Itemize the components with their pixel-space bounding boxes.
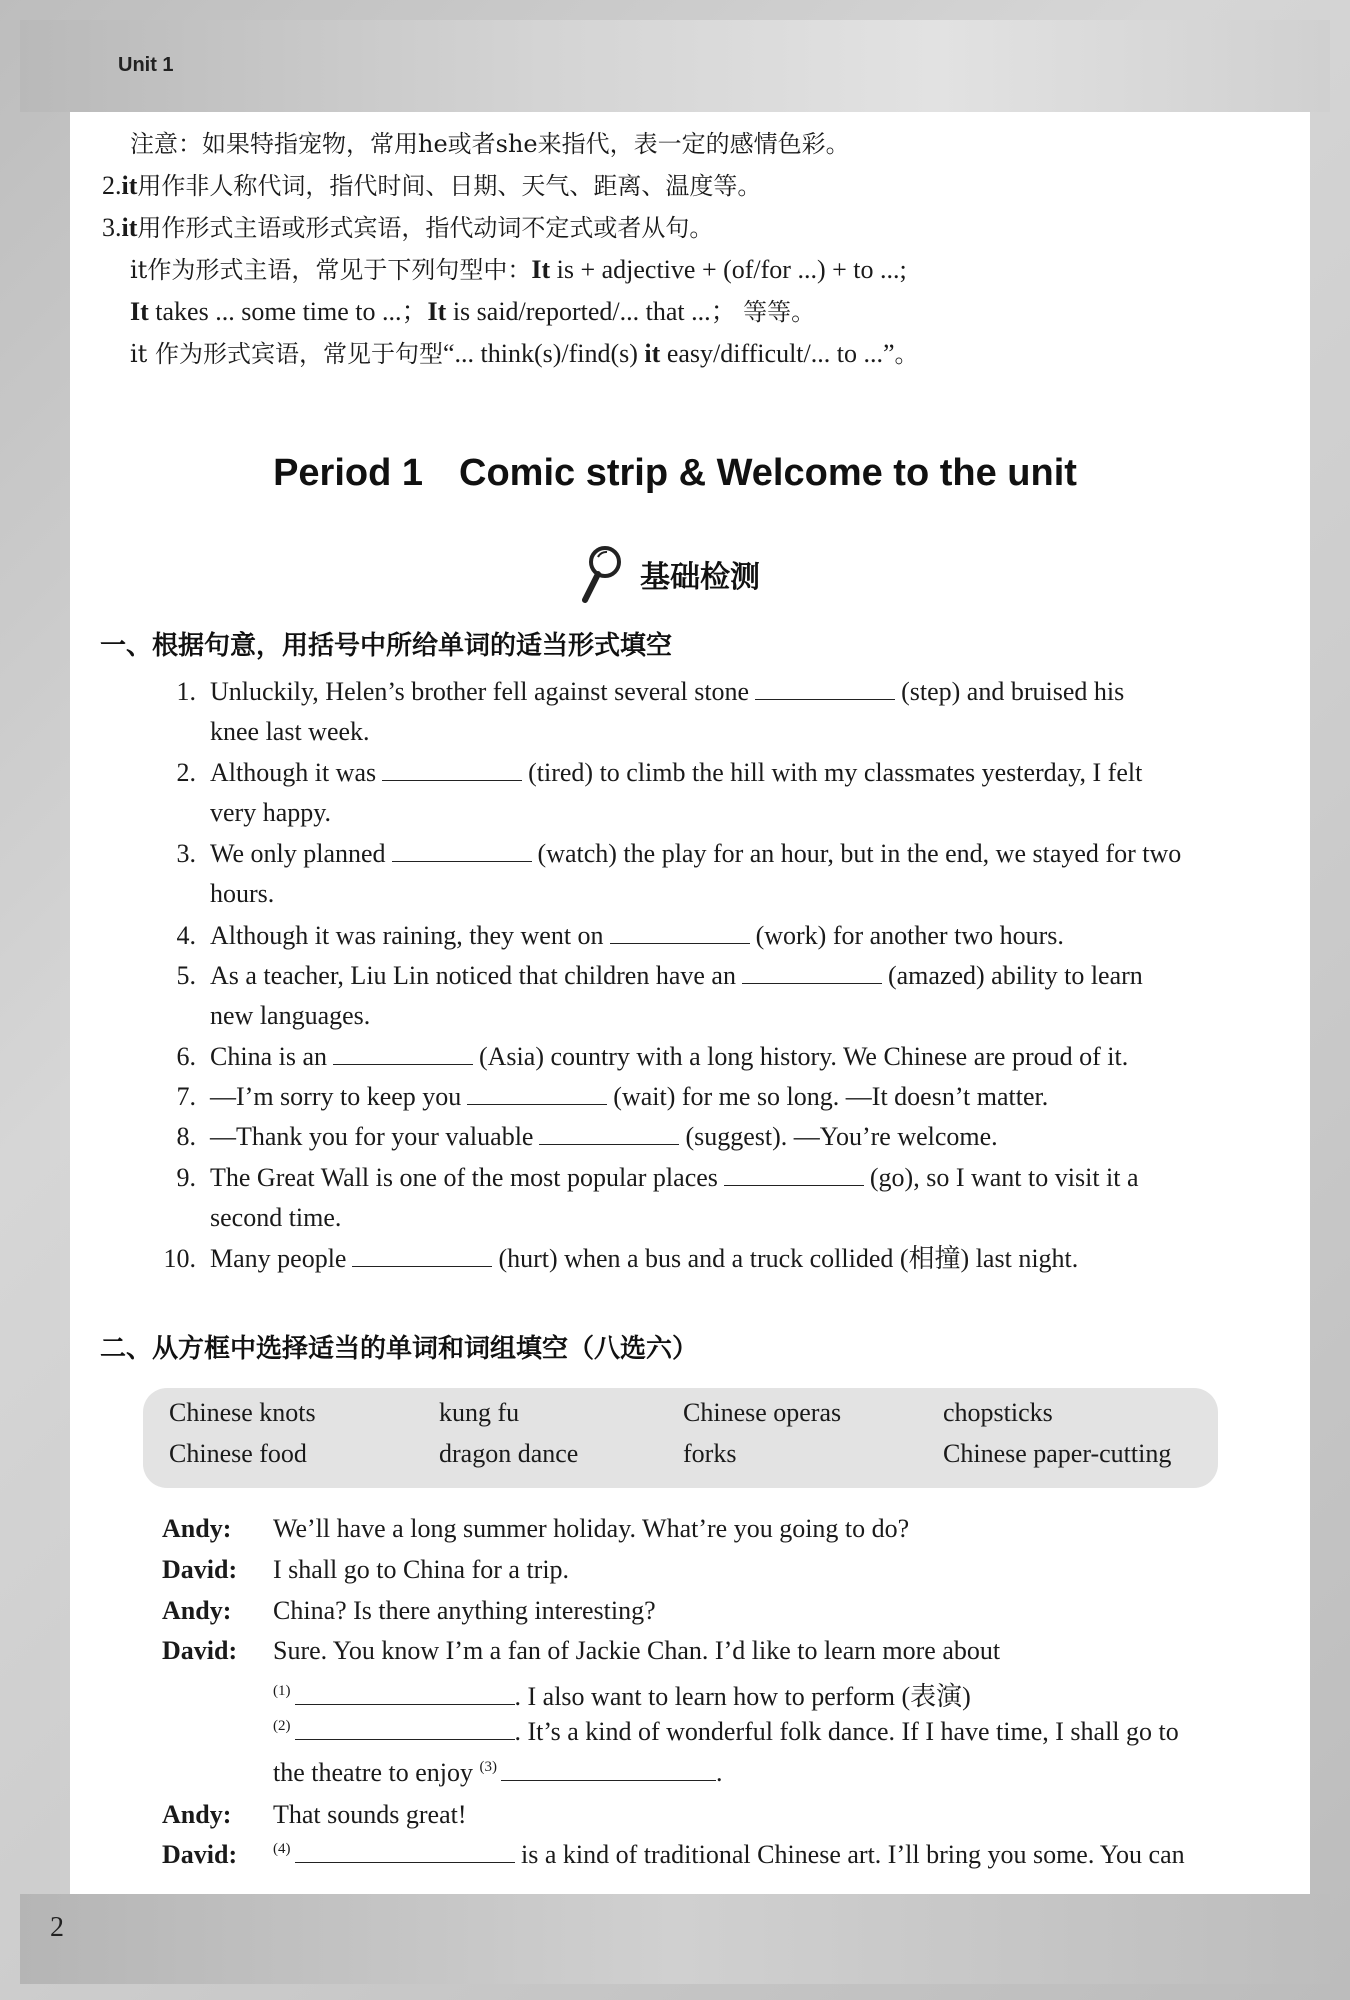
word-option: Chinese knots — [169, 1398, 316, 1427]
question-item — [160, 1239, 1250, 1279]
speaker-label: Andy: — [162, 1596, 232, 1625]
blank-number: (4) — [273, 1841, 291, 1858]
question-item — [160, 956, 1250, 1036]
dialogue-line: China? Is there anything interesting? — [273, 1596, 656, 1625]
question-number: 5. — [176, 961, 196, 990]
dialogue-line: $^{(2)}$ . It’s a kind of wonderful folk dance. If I have time, I shall go to — [273, 1717, 1179, 1746]
answer-blank[interactable] — [539, 1122, 679, 1145]
magnifier-icon — [575, 540, 635, 604]
question-number: 3. — [176, 839, 196, 868]
word-box — [143, 1388, 1218, 1488]
question-text: very happy. — [210, 798, 332, 827]
speaker-label: David: — [162, 1636, 238, 1665]
speaker-label: David: — [162, 1555, 238, 1584]
period-title — [0, 452, 1350, 495]
dialogue-line: That sounds great! — [273, 1800, 467, 1829]
question-item — [160, 916, 1250, 956]
note-line-5: It takes ... some time to ...；It is said/reported/... that ...； 等等。 — [130, 297, 816, 326]
question-text: new languages. — [210, 1001, 371, 1030]
question-number: 10. — [163, 1244, 196, 1273]
note-item-2: 2.it用作非人称代词，指代时间、日期、天气、距离、温度等。 — [102, 171, 762, 200]
answer-blank[interactable] — [392, 839, 532, 862]
blank-number: (2) — [273, 1718, 291, 1735]
question-text: —Thank you for your valuable — [210, 1122, 534, 1151]
question-text: China is an — [210, 1042, 327, 1071]
blank-number: (1) — [273, 1683, 291, 1700]
question-number: 9. — [176, 1163, 196, 1192]
answer-blank-2[interactable] — [295, 1717, 515, 1740]
answer-blank-1[interactable] — [295, 1682, 515, 1705]
question-number: 8. — [176, 1122, 196, 1151]
answer-blank[interactable] — [724, 1163, 864, 1186]
dialogue-line: $^{(1)}$ . I also want to learn how to perform (表演) — [273, 1682, 971, 1711]
word-option: Chinese paper-cutting — [943, 1439, 1172, 1468]
period-label: Period 1 — [273, 452, 424, 494]
speaker-label: Andy: — [162, 1800, 232, 1829]
question-item — [160, 1037, 1250, 1077]
question-number: 1. — [176, 677, 196, 706]
answer-blank[interactable] — [755, 677, 895, 700]
question-text: (hurt) when a bus and a truck collided (相撞) last night. — [498, 1244, 1079, 1273]
question-text: Many people — [210, 1244, 347, 1273]
section-tag — [575, 540, 815, 604]
question-text: (go), so I want to visit it a — [869, 1163, 1139, 1192]
question-text: second time. — [210, 1203, 342, 1232]
word-option: dragon dance — [439, 1439, 579, 1468]
word-option: kung fu — [439, 1398, 520, 1427]
question-text: As a teacher, Liu Lin noticed that children have an — [210, 961, 736, 990]
answer-blank[interactable] — [467, 1082, 607, 1105]
question-item — [160, 753, 1250, 833]
question-text: Although it was — [210, 758, 377, 787]
question-number: 6. — [176, 1042, 196, 1071]
question-text: hours. — [210, 879, 275, 908]
question-text: (tired) to climb the hill with my classmates yesterday, I felt — [528, 758, 1143, 787]
note-line-6: it 作为形式宾语，常见于句型“... think(s)/find(s) it easy/difficult/... to ...”。 — [130, 339, 919, 368]
question-text: (step) and bruised his — [901, 677, 1125, 706]
footer-band — [20, 1894, 1330, 1984]
unit-label: Unit 1 — [118, 54, 174, 76]
question-text: —I’m sorry to keep you — [210, 1082, 462, 1111]
question-item — [160, 1158, 1250, 1238]
period-name: Comic strip & Welcome to the unit — [459, 452, 1077, 494]
answer-blank[interactable] — [610, 921, 750, 944]
speaker-label: Andy: — [162, 1514, 232, 1543]
word-option: Chinese operas — [683, 1398, 842, 1427]
question-text: (Asia) country with a long history. We Chinese are proud of it. — [479, 1042, 1129, 1071]
question-text: knee last week. — [210, 717, 370, 746]
answer-blank[interactable] — [352, 1244, 492, 1267]
word-option: forks — [683, 1439, 737, 1468]
page-number: 2 — [50, 1912, 64, 1943]
answer-blank[interactable] — [333, 1042, 473, 1065]
answer-blank[interactable] — [742, 961, 882, 984]
question-text: (wait) for me so long. —It doesn’t matter. — [613, 1082, 1049, 1111]
section1-heading: 一、根据句意，用括号中所给单词的适当形式填空 — [100, 631, 673, 661]
question-item — [160, 672, 1250, 752]
dialogue-line: $^{(4)}$ is a kind of traditional Chinese art. I’ll bring you some. You can — [273, 1840, 1185, 1869]
question-text: (work) for another two hours. — [755, 921, 1064, 950]
dialogue-line: I shall go to China for a trip. — [273, 1555, 570, 1584]
question-text: (watch) the play for an hour, but in the end, we stayed for two — [537, 839, 1182, 868]
question-text: We only planned — [210, 839, 386, 868]
question-item — [160, 1077, 1250, 1117]
question-text: (amazed) ability to learn — [887, 961, 1143, 990]
header-band — [20, 20, 1330, 112]
question-number: 2. — [176, 758, 196, 787]
speaker-label: David: — [162, 1840, 238, 1869]
word-option: Chinese food — [169, 1439, 307, 1468]
question-text: Unluckily, Helen’s brother fell against several stone — [210, 677, 750, 706]
question-item — [160, 1117, 1250, 1157]
question-text: Although it was raining, they went on — [210, 921, 604, 950]
question-text: (suggest). —You’re welcome. — [685, 1122, 998, 1151]
section2-heading: 二、从方框中选择适当的单词和词组填空（八选六） — [100, 1334, 699, 1364]
answer-blank-4[interactable] — [295, 1840, 515, 1863]
word-option: chopsticks — [943, 1398, 1053, 1427]
question-item — [160, 834, 1250, 914]
note-item-3: 3.it用作形式主语或形式宾语，指代动词不定式或者从句。 — [102, 213, 714, 242]
note-line: 注意：如果特指宠物，常用he或者she来指代，表一定的感情色彩。 — [130, 130, 850, 158]
dialogue-line: Sure. You know I’m a fan of Jackie Chan. I’d like to learn more about — [273, 1636, 1001, 1665]
question-text: The Great Wall is one of the most popular places — [210, 1163, 718, 1192]
dialogue-line: We’ll have a long summer holiday. What’re you going to do? — [273, 1514, 910, 1543]
dialogue-line: the theatre to enjoy $^{(3)}$ . — [273, 1758, 723, 1787]
answer-blank-3[interactable] — [501, 1758, 716, 1781]
answer-blank[interactable] — [382, 758, 522, 781]
blank-number: (3) — [479, 1759, 497, 1776]
question-number: 7. — [176, 1082, 196, 1111]
note-line-4: it作为形式主语，常见于下列句型中：It is + adjective + (of/for ...) + to ...; — [130, 255, 907, 284]
section-tag-label: 基础检测 — [640, 560, 760, 595]
question-number: 4. — [176, 921, 196, 950]
